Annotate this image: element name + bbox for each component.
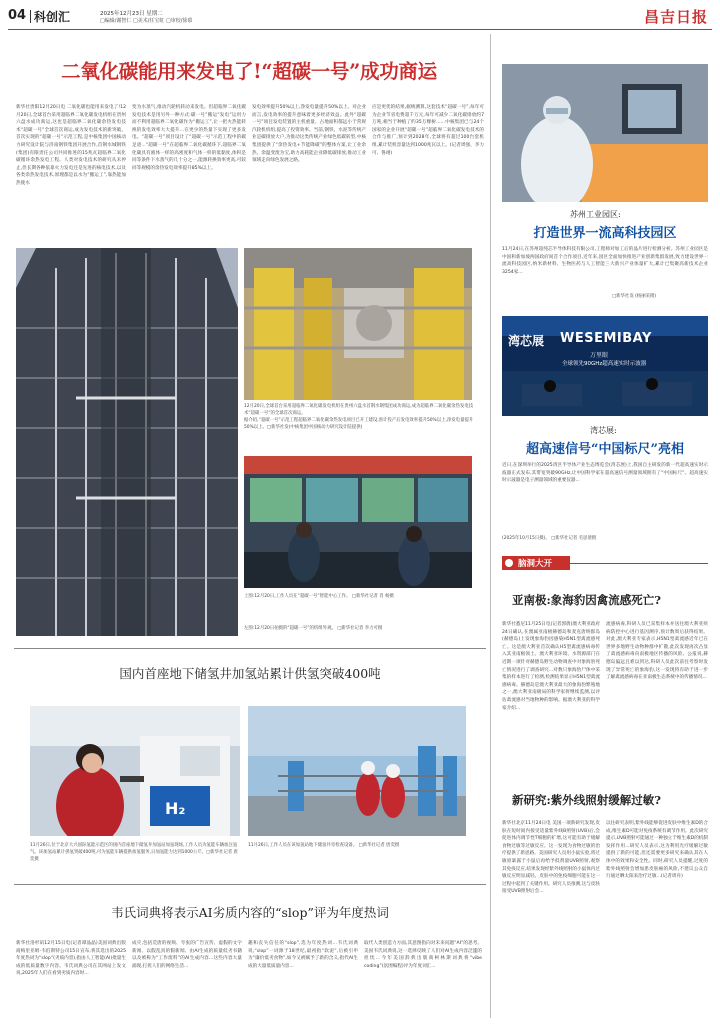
masthead-logo: 昌吉日报 bbox=[643, 8, 708, 26]
hydrogen-caption-2: 11月26日,工作人员在该加氢站地下储氢井旁检查设备。 □新华社记者 唐奕摄 bbox=[248, 843, 400, 848]
hydrogen-bottom-rule bbox=[14, 884, 486, 885]
photo1-caption-2: 据介绍,“超碳一号”示范工程超临界二氧化碳余热发电项目已开工建设,预计投产后发电效率提升50%以上,净发电量提升50%以上。□新华社发(中核集团中国核动力研究设计院提供) bbox=[244, 418, 474, 430]
main-article-col2: 变为水蒸气,推动汽轮机转动来发电。但超临界二氧化碳发电技术是用另外一种方式:碳一号”搬运“发电”运用力而不利用超临界二氧化碳作为“搬运工”,让一把火热能转换的发电效率大大提升...在更少的热量下实现了更多发电。“超碳一号”项目设计了“超碳一号”示范工程中的碳足迹...“超碳一号”在超临界二氧化碳循环下,超临界二氧化碳具有液体一样的高密度和气体一样的低黏度,体积是同等条件下水蒸气的几十分之一,能源转换效率更高,可较同等规模的余热发电效率提升85%以上。 bbox=[132, 105, 246, 171]
chip-body: 近日,在深圳举行的2025湾区半导体产业生态博览会(湾芯展)上,我国自主研发的新一代超高速实时示波器正式发布,其带宽突破90GHz,让中国科学家在超高速信号测量领域拥有了“中国标尺”。超高速实时示波器是电子测量领域的重要仪器... bbox=[502, 463, 708, 484]
hydrogen-station-image bbox=[30, 706, 240, 836]
section-tag-icon bbox=[505, 559, 513, 567]
section-tag-label: 脑洞大开 bbox=[518, 559, 553, 569]
chip-banner-sub: 万里眼 bbox=[590, 352, 609, 359]
hydrogen-well-image bbox=[248, 706, 466, 836]
chip-credit: (2025年10月15日摄)。 □新华社记者 毛思倩摄 bbox=[502, 536, 597, 541]
uv-title: 新研究:紫外线照射缓解过敏? bbox=[512, 793, 661, 807]
chip-title-small: 湾芯展: bbox=[590, 426, 617, 435]
penguin-title: 亚南极:象海豹因禽流感死亡? bbox=[512, 593, 661, 607]
section-tag-rule bbox=[570, 563, 708, 564]
photo1-caption: 12月20日,全球首台采用超临界二氧化碳发电机组在贵州六盘水首钢水钢集团成功商运,成为超临界二氧化碳余热发电技术“超碳一号”的全球首次商运。 bbox=[244, 404, 474, 416]
svg-text:H₂: H₂ bbox=[165, 799, 186, 818]
main-article-title: 二氧化碳能用来发电了!“超碳一号”成功商运 bbox=[61, 60, 437, 83]
photo-suzhou-lab bbox=[502, 64, 708, 202]
page-header bbox=[8, 6, 712, 28]
right-column-divider bbox=[490, 34, 491, 1018]
photo-control-room bbox=[244, 456, 472, 588]
chip-banner-left: 湾芯展 bbox=[508, 334, 545, 348]
suzhou-body: 11月24日,在苏州超纯芯半导体科技有限公司,工程师对加工后的晶片进行检测分析。苏州工业园区是中国和新加坡两国政府间首个合作项目,近年来,园区全面加快推进产业创新集群发展,致力建设世界一流高科技园区,纳米新材料、生物医药与人工智能三大新兴产业体量扩大,累计已集聚高新技术企业3254家... bbox=[502, 247, 708, 275]
photo-hydrogen-station bbox=[30, 706, 240, 836]
slop-col3: 趣和丧失信任的“slop”,选为年度热词...韦氏词典说,“slop”一词源于18世纪,最初指“软泥”,后被引申为“廉价低劣食物”,如今又被赋予了新的含义,指代AI生成的大量低质量内容... bbox=[248, 941, 358, 969]
main-article-col4: 应是更优的结果,据统测算,这套技术“超碳一号”,每年可为企业节省电费超千万元,每年可减少二氧化碳排放约7万吨,相当于种植了约35万棵树……中核集团已与24个国家的企业开展“超碳一号”超临界二氧化碳发电技术的合作与推广,预计到2028年,全球将有超过100台套机组,累计装机容量达到1000兆瓦以上。(记者周强、李力可、鲁翊) bbox=[372, 105, 484, 156]
hydrogen-caption-1: 11月26日,位于北京大兴国际氢能示范区的国内首座地下储氢井加氢站加氢现场,工作人员为氢能车辆加注氢气。该加氢站累计供氢突破400吨,可为氢能车辆提供加氢服务,日加氢能力达到1000公斤。□新华社记者 唐奕摄 bbox=[30, 843, 238, 862]
section-name: 科创汇 bbox=[34, 10, 71, 24]
header-rule bbox=[8, 29, 712, 30]
control-room-image bbox=[244, 456, 472, 588]
plant-interior-image bbox=[244, 248, 472, 400]
suzhou-lab-image bbox=[502, 64, 708, 202]
slop-col4: 取代人类创造力方面,其意图指向对未来问题“AI”的思考。美国韦氏词典说,这一选择反映了人们对AI生成内容泛滥的担忧...今年美国辞典出版商柯林斯词典将“vibe coding”(氛围编程)评为年度词汇... bbox=[364, 941, 482, 969]
main-bottom-rule bbox=[14, 648, 486, 649]
suzhou-title-small: 苏州工业园区: bbox=[570, 210, 621, 219]
slop-title: 韦氏词典将表示AI劣质内容的“slop”评为年度热词 bbox=[111, 905, 389, 920]
suzhou-credit: □新华社发 (杨丽采摄) bbox=[612, 294, 657, 299]
main-article-col1: 新华社贵阳12月20日电 二氧化碳也能用来发电了!12月20日,全球首台采用超临界二氧化碳发电机组在贵州六盘水成功商运,这也是超临界二氧化碳余热发电技术“超碳一号”全球首次商运,成为发电技术的新突破。首次实现的“超碳一号”示范工程,是中核集团中国核动力研究设计院与济南钢铁集团开展合作,首钢水城钢铁(集团)有限责任公司共同推进的15兆瓦超临界二氧化碳循环余热发电工程。人类对发电技术的研究从未停止,但长期各种依靠火力发电还是先进的核电技术,以及各类余热发电技术,原理都是以水为“搬运工”,靠热能加热使水 bbox=[16, 105, 126, 186]
chip-title: 超高速信号“中国标尺”亮相 bbox=[526, 442, 684, 457]
penguin-col2: 流感病毒,科研人员已采集样本并送往澳大利亚疾病防控中心进行基因测序,预计数周后获得结果。对此,澳大利亚专家表示,H5N1型禽流感近年已在世界多地野生动物种群中扩散,此次发现再次凸显了禽流感病毒向南极地区传播的风险。公报说,赫德岛偏远且难以到达,科研人员此次前往考察时发现了异常死亡的象海豹,这一发现将有助于进一步了解禽流感病毒在亚南极生态系统中的传播情况... bbox=[606, 622, 708, 681]
editor-credits: □编辑/谢智仁 □美术/任宝虹 □审校/徐慕 bbox=[100, 18, 193, 24]
photo-plant-interior bbox=[244, 248, 472, 400]
suzhou-title: 打造世界一流高科技园区 bbox=[533, 226, 677, 241]
photo3-caption: 左图:12月20日拍摄的“超碳一号”的机组外观。 □新华社记者 李力可摄 bbox=[244, 626, 383, 631]
plant-exterior-image bbox=[16, 248, 238, 636]
chip-banner-sub2: 全球领先90GHz超高速实时示波器 bbox=[562, 361, 647, 367]
section-divider bbox=[30, 10, 31, 23]
photo-hydrogen-well bbox=[248, 706, 466, 836]
photo-chip-expo bbox=[502, 316, 708, 416]
main-article-col3: 发电效率提升50%以上,净发电量提升50%以上。对企业而言,发电效率的提升意味着更多经济效益。此外“超碳一号”项目发电装置的主机重量、占地面积都远小于常规汽轮机机组,提高了投资效率。当前,钢铁、水泥等传统产业是碳排放大户,为推动这类传统产业绿色低碳转型,中核集团提供了“余热发电+节能降碳”的整体方案,让工业余热、余温变废为宝,助力高耗能企业降低碳排放,推动工业领域走向绿色发展之路。 bbox=[252, 105, 366, 164]
photo-plant-exterior bbox=[16, 248, 238, 636]
uv-col1: 新华社北京11月24日电 美国一项新研究发现,皮肤在短时间内接受适量紫外线B照射(UVB)后,会促进体内调节性T细胞的扩增,这可能有助于缓解食物过敏等过敏反应。这一发现为食物过敏的治疗提供了新思路。美国研究人员用小鼠实验,将过敏原暴露于小鼠后再给予低剂量UVB照射,观察其免疫反应,结果发现经紫外线照射的小鼠体内过敏反应明显减轻。皮肤中的免疫细胞可能在这一过程中起到了关键作用。研究人员推测,这与皮肤接受UVB照射后会... bbox=[502, 821, 600, 895]
slop-col2: 成灾,包括荒唐的视频、夸张的广告宣传、虚假的文字新闻、以假乱真的假新闻、由AI生成的质量低劣书籍以及被称为“工作废料”的AI生成内容...这些内容大量涌现,打扰人们的网络生活... bbox=[132, 941, 242, 969]
slop-col1: 新华社洛杉矶12月15日电(记者谭晶晶)美国词典出版商梅里亚姆-韦伯斯特公司15日宣布,将其选出的2025年度热词为“slop”(劣质内容),指由人工智能(AI)批量生成的低质量数字内容。韦氏词典公司在其网站上发文说,2025年人们在看到劣质内容时... bbox=[16, 941, 126, 977]
penguin-col1: 新华社悉尼11月25日电(记者郭倩)澳大利亚政府24日确认,在澳属亚南极赫德岛和麦克唐纳群岛(赫德岛)上发现象海豹因感染H5N1型禽流感死亡。这是澳大利亚首次确认H5型禽流感病毒传入其亚南极领土。澳大利亚环境、水资源部门在近期一项针对赫德岛野生动物调查中对象海豹死亡情况进行了调查研究...对数只象海豹尸体中采集的样本进行了检测,检测结果显示H5N1型禽流感病毒。赫德岛是澳大利亚最大的象海豹繁殖地之一,澳大利亚南极局的科学家将继续监测,以评估禽流感对当地物种的影响。据澳大利亚的科学家介绍... bbox=[502, 622, 600, 711]
issue-date: 2025年12月23日 星期二 bbox=[100, 11, 163, 17]
photo2-caption: 上图:12月20日,工作人员在“超碳一号”智能中心工作。 □新华社记者 肖 杨摄 bbox=[244, 594, 394, 599]
uv-col2: 以往研究表明,紫外线能够促进皮肤中维生素D的合成,维生素D可能对免疫系统有调节作用。此次研究提示,UVB照射可能通过一种独立于维生素D的机制发挥作用...研究人员表示,这为利用光疗缓解过敏提供了新的可能,但还需要更多研究来确认其在人体中的效果和安全性。同时,研究人员提醒,过度的紫外线照射会增加患皮肤癌的风险,不建议公众自行通过晒太阳来治疗过敏...(记者周舟) bbox=[606, 821, 708, 880]
page-number: 04 bbox=[8, 8, 27, 23]
chip-banner-right: WESEMIBAY bbox=[560, 331, 652, 346]
section-tag bbox=[502, 556, 708, 570]
hydrogen-title: 国内首座地下储氢井加氢站累计供氢突破400吨 bbox=[119, 666, 381, 681]
